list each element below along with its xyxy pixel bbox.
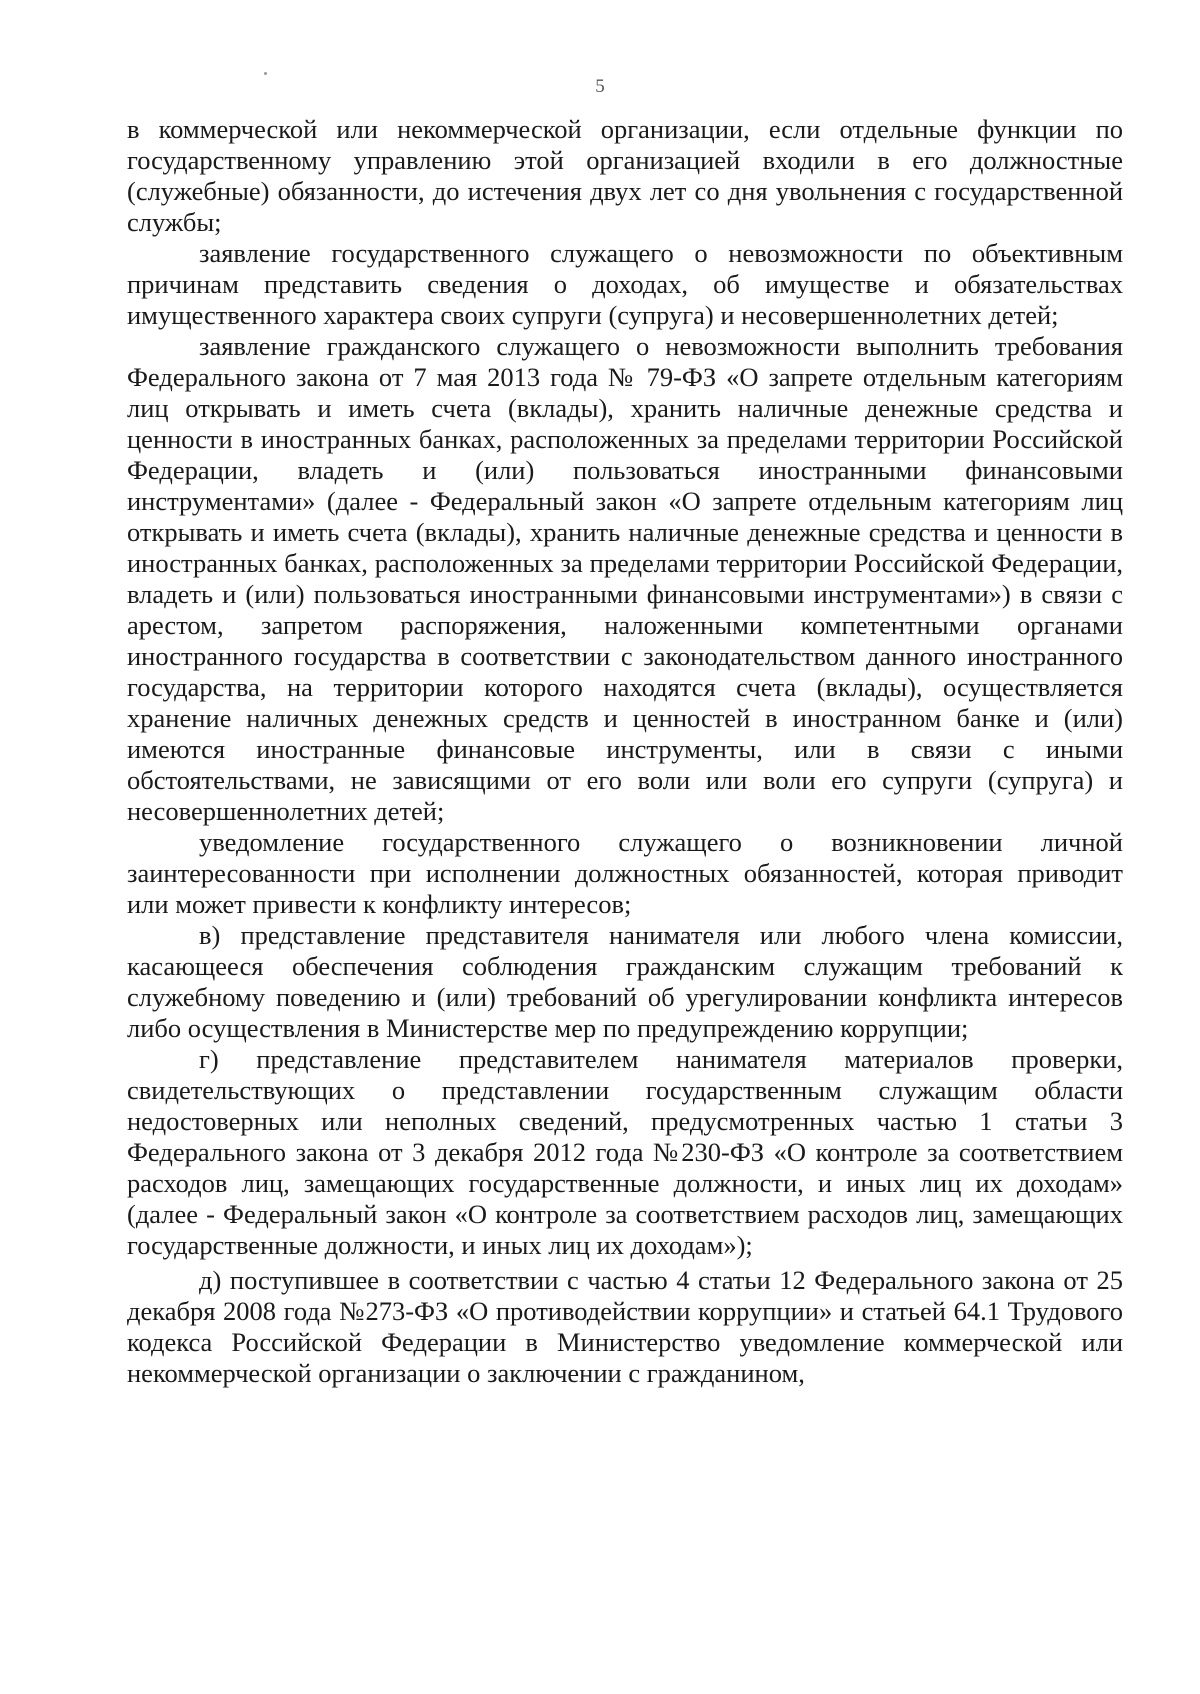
paragraph-statement-foreign-accounts: заявление гражданского служащего о невозможности выполнить требования Федерального закона от 7 мая 2013 года № 79-ФЗ «О запрете отдельным категориям лиц открывать и иметь счета (вклады), хранить наличные денежные средства и ценности в иностранных банках, расположенных за пределами территории Российской Федерации, владеть и (или) пользоваться иностранными финансовыми инструментами» (далее - Федеральный закон «О запрете отдельным категориям лиц открывать и иметь счета (вклады), хранить наличные денежные средства и ценности в иностранных банках, расположенных за пределами территории Российской Федерации, владеть и (или) пользоваться иностранными финансовыми инструментами») в связи с арестом, запретом распоряжения, наложенными компетентными органами иностранного государства в соответствии с законодательством данного иностранного государства, на территории которого находятся счета (вклады), осуществляется хранение наличных денежных средств и ценностей в иностранном банке и (или) имеются иностранные финансовые инструменты, или в связи с иными обстоятельствами, не зависящими от его воли или воли его супруги (супруга) и несовершеннолетних детей; xyxy=(127,331,1123,826)
paragraph-notice-conflict-of-interest: уведомление государственного служащего о возникновении личной заинтересованности при исполнении должностных обязанностей, которая приводит или может привести к конфликту интересов; xyxy=(127,827,1123,919)
page-number: 5 xyxy=(595,76,605,97)
scan-artifact-dot xyxy=(264,72,267,75)
paragraph-item-v: в) представление представителя нанимателя или любого члена комиссии, касающееся обеспечения соблюдения гражданским служащим требований к служебному поведению и (или) требований об урегулировании конфликта интересов либо осуществления в Министерстве мер по предупреждению коррупции; xyxy=(127,920,1123,1043)
paragraph-continuation: в коммерческой или некоммерческой организации, если отдельные функции по государственному управлению этой организацией входили в его должностные (служебные) обязанности, до истечения двух лет со дня увольнения с государственной службы; xyxy=(127,114,1123,237)
paragraph-item-g: г) представление представителем нанимателя материалов проверки, свидетельствующих о представлении государственным служащим области недостоверных или неполных сведений, предусмотренных частью 1 статьи 3 Федерального закона от 3 декабря 2012 года №230-ФЗ «О контроле за соответствием расходов лиц, замещающих государственные должности, и иных лиц их доходам» (далее - Федеральный закон «О контроле за соответствием расходов лиц, замещающих государственные должности, и иных лиц их доходам»); xyxy=(127,1044,1123,1260)
document-body xyxy=(127,114,1123,1389)
paragraph-statement-income: заявление государственного служащего о невозможности по объективным причинам представить сведения о доходах, об имуществе и обязательствах имущественного характера своих супруги (супруга) и несовершеннолетних детей; xyxy=(127,238,1123,330)
paragraph-item-d: д) поступившее в соответствии с частью 4 статьи 12 Федерального закона от 25 декабря 2008 года №273-ФЗ «О противодействии коррупции» и статьей 64.1 Трудового кодекса Российской Федерации в Министерство уведомление коммерческой или некоммерческой организации о заключении с гражданином, xyxy=(127,1265,1123,1388)
